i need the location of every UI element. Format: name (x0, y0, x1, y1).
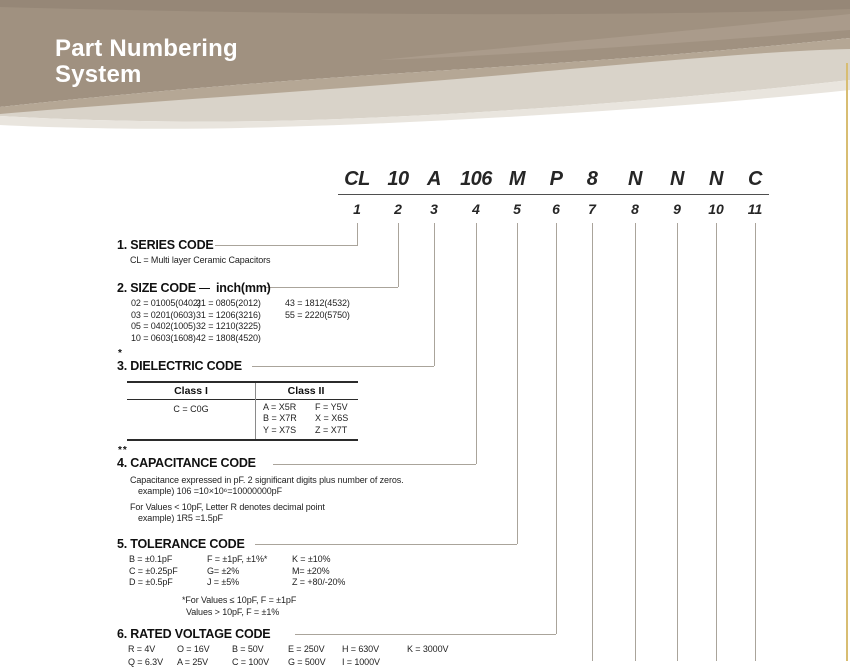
size-item: 31 = 1206(3216) (196, 309, 261, 320)
connector-hline-4 (273, 464, 476, 465)
connector-line-2 (398, 223, 399, 287)
gold-accent-line (846, 63, 848, 661)
size-item: 32 = 1210(3225) (196, 321, 261, 332)
page-title-line1: Part Numbering (55, 35, 238, 62)
tolerance-item: D = ±0.5pF (129, 577, 173, 588)
code-char-1: CL (344, 168, 370, 190)
code-char-10: N (709, 168, 723, 190)
capacitance-line3: For Values < 10pF, Letter R denotes decimal point (130, 502, 325, 512)
voltage-item: K = 3000V (407, 644, 449, 654)
dielectric-cell: Z = X7T (315, 424, 348, 435)
code-num-7: 7 (588, 201, 596, 217)
connector-line-11 (755, 223, 756, 661)
size-code-title: 2. SIZE CODE (117, 281, 196, 295)
code-char-9: N (670, 168, 684, 190)
voltage-item: H = 630V (342, 644, 379, 654)
dielectric-cell: Y = X7S (263, 424, 297, 435)
dielectric-class2-values (263, 402, 348, 436)
size-item: 03 = 0201(0603) (131, 309, 196, 320)
size-code-dash (199, 288, 210, 289)
size-code-col2 (196, 298, 261, 344)
voltage-item: B = 50V (232, 644, 264, 654)
tolerance-title: 5. TOLERANCE CODE (117, 537, 245, 551)
code-char-2: 10 (387, 168, 409, 190)
page-title (55, 36, 238, 88)
size-item: 05 = 0402(1005) (131, 321, 196, 332)
table-header-rule (127, 399, 358, 400)
code-char-8: N (628, 168, 642, 190)
voltage-item: I = 1000V (342, 657, 380, 667)
voltage-title: 6. RATED VOLTAGE CODE (117, 627, 271, 641)
size-item: 21 = 0805(2012) (196, 298, 261, 308)
size-code-col3 (285, 298, 350, 321)
part-code-underline (338, 194, 769, 195)
code-num-6: 6 (552, 201, 560, 217)
dielectric-cell: F = Y5V (315, 402, 348, 412)
dielectric-title: 3. DIELECTRIC CODE (117, 359, 242, 373)
voltage-item: R = 4V (128, 644, 156, 654)
size-item: 43 = 1812(4532) (285, 298, 350, 308)
size-code-unit: inch(mm) (216, 281, 271, 295)
size-item: 55 = 2220(5750) (285, 309, 350, 320)
code-num-5: 5 (513, 201, 521, 217)
dielectric-cell: A = X5R (263, 402, 297, 412)
connector-line-10 (716, 223, 717, 661)
code-num-1: 1 (353, 201, 361, 217)
dielectric-row (263, 413, 348, 424)
code-num-2: 2 (394, 201, 402, 217)
page-title-line2: System (55, 61, 142, 88)
code-num-11: 11 (747, 201, 763, 217)
voltage-item: C = 100V (232, 657, 269, 667)
table-column-divider (255, 383, 256, 439)
code-char-6: P (549, 168, 563, 190)
code-char-5: M (508, 168, 526, 190)
capacitance-line4: example) 1R5 =1.5pF (138, 513, 223, 523)
connector-line-8 (635, 223, 636, 661)
connector-line-7 (592, 223, 593, 661)
tolerance-item: K = ±10% (292, 554, 331, 564)
dielectric-cell: X = X6S (315, 413, 349, 424)
tolerance-col2 (207, 554, 267, 589)
size-item: 10 = 0603(1608) (131, 332, 196, 343)
dielectric-class1-value: C = C0G (173, 404, 209, 414)
code-char-7: 8 (586, 168, 598, 190)
capacitance-marker: ** (118, 445, 128, 456)
tolerance-item: F = ±1pF, ±1%* (207, 554, 268, 564)
tolerance-item: G= ±2% (207, 565, 240, 576)
code-num-4: 4 (472, 201, 480, 217)
code-num-3: 3 (430, 201, 438, 217)
dielectric-class2-header: Class II (287, 385, 325, 397)
tolerance-item: C = ±0.25pF (129, 565, 178, 576)
voltage-item: A = 25V (177, 657, 209, 667)
tolerance-col3 (292, 554, 345, 589)
dielectric-cell: B = X7R (263, 413, 297, 424)
connector-hline-5 (255, 544, 517, 545)
connector-line-1 (357, 223, 358, 246)
connector-line-6 (556, 223, 557, 634)
code-num-10: 10 (708, 201, 724, 217)
tolerance-note1: *For Values ≤ 10pF, F = ±1pF (182, 595, 297, 605)
connector-hline-1 (215, 245, 357, 246)
tolerance-note2: Values > 10pF, F = ±1% (186, 607, 280, 617)
tolerance-item: B = ±0.1pF (129, 554, 173, 564)
connector-hline-6 (295, 634, 556, 635)
code-char-3: A (427, 168, 441, 190)
connector-hline-2 (266, 287, 398, 288)
connector-line-4 (476, 223, 477, 464)
code-char-4: 106 (460, 168, 492, 190)
code-num-8: 8 (631, 201, 639, 217)
capacitance-line1: Capacitance expressed in pF. 2 significant digits plus number of zeros. (130, 475, 404, 485)
capacitance-line2: example) 106 =10×10⁶=10000000pF (138, 486, 282, 496)
dielectric-row (263, 425, 348, 436)
tolerance-item: J = ±5% (207, 577, 240, 588)
connector-hline-3 (252, 366, 434, 367)
dielectric-class1-header: Class I (174, 385, 208, 397)
voltage-item: G = 500V (288, 657, 326, 667)
voltage-item: O = 16V (177, 644, 210, 654)
tolerance-col1 (129, 554, 178, 589)
capacitance-title: 4. CAPACITANCE CODE (117, 456, 256, 470)
code-num-9: 9 (673, 201, 681, 217)
code-char-11: C (748, 168, 762, 190)
voltage-item: Q = 6.3V (128, 657, 163, 667)
series-code-desc: CL = Multi layer Ceramic Capacitors (130, 255, 271, 265)
connector-line-3 (434, 223, 435, 366)
size-item: 42 = 1808(4520) (196, 332, 261, 343)
size-code-col1 (131, 298, 201, 344)
size-item: 02 = 01005(0402) (131, 298, 201, 308)
tolerance-item: M= ±20% (292, 565, 330, 576)
dielectric-marker: * (118, 348, 123, 359)
series-code-title: 1. SERIES CODE (117, 238, 214, 252)
tolerance-item: Z = +80/-20% (292, 577, 346, 588)
dielectric-row (263, 402, 348, 413)
connector-line-5 (517, 223, 518, 544)
voltage-item: E = 250V (288, 644, 325, 654)
dielectric-table (127, 381, 358, 441)
connector-line-9 (677, 223, 678, 661)
